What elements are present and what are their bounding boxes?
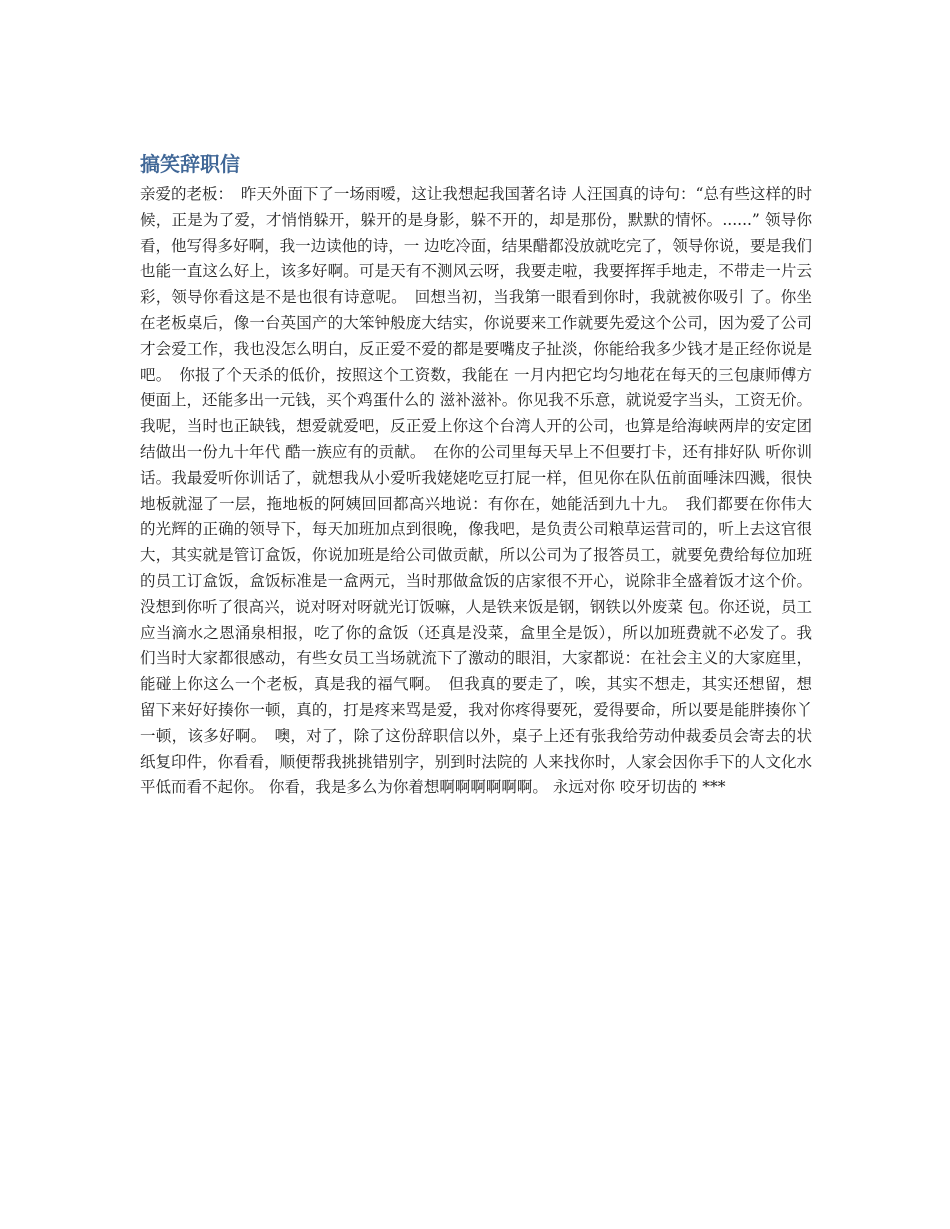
document-body-paragraph: 亲爱的老板： 昨天外面下了一场雨嗳，这让我想起我国著名诗 人汪国真的诗句：“总有些这样的时候，正是为了爱，才悄悄躲开，躲开的是身影，躲不开的，却是那份，默默的情怀。......” 领导你看，他写得多好啊，我一边读他的诗，一 边吃冷面，结果醋都没放就吃完了，领导你说，要是我们也能一直这么好上，该多好啊。可是天有不测风云呀，我要走啦，我要挥挥手地走，不带走一片云彩，领导你看这是不是也很有诗意呢。 回想当初，当我第一眼看到你时，我就被你吸引 了。你坐在老板桌后，像一台英国产的大笨钟般庞大结实，你说要来工作就要先爱这个公司，因为爱了公司才会爱工作，我也没怎么明白，反正爱不爱的都是要嘴皮子扯淡，你能给我多少钱才是正经你说是吧。 你报了个天杀的低价，按照这个工资数，我能在 一月内把它均匀地花在每天的三包康师傅方便面上，还能多出一元钱，买个鸡蛋什么的 滋补滋补。你见我不乐意，就说爱字当头，工资无价。我呢，当时也正缺钱，想爱就爱吧，反正爱上你这个台湾人开的公司，也算是给海峡两岸的安定团结做出一份九十年代 酷一族应有的贡献。 在你的公司里每天早上不但要打卡，还有排好队 听你训话。我最爱听你训话了，就想我从小爱听我姥姥吃豆打屁一样，但见你在队伍前面唾沫四溅，很快地板就湿了一层，拖地板的阿姨回回都高兴地说：有你在，她能活到九十九。 我们都要在你伟大的光辉的正确的领导下，每天加班加点到很晚，像我吧，是负责公司粮草运营司的，听上去这官很大，其实就是管订盒饭，你说加班是给公司做贡献，所以公司为了报答员工，就要免费给每位加班的员工订盒饭，盒饭标准是一盒两元，当时那做盒饭的店家很不开心，说除非全盛着饭才这个价。没想到你听了很高兴，说对呀对呀就光订饭嘛，人是铁来饭是钢，钢铁以外废菜 包。你还说，员工应当滴水之恩涌泉相报，吃了你的盒饭（还真是没菜，盒里全是饭），所以加班费就不必发了。我们当时大家都很感动，有些女员工当场就流下了激动的眼泪，大家都说：在社会主义的大家庭里，能碰上你这么一个老板，真是我的福气啊。 但我真的要走了，唉，其实不想走，其实还想留，想留下来好好揍你一顿，真的，打是疼来骂是爱，我对你疼得要死，爱得要命，所以要是能胖揍你丫一顿，该多好啊。 噢，对了，除了这份辞职信以外，桌子上还有张我给劳动仲裁委员会寄去的状纸复印件，你看看，顺便帮我挑挑错别字，别到时法院的 人来找你时，人家会因你手下的人文化水平低而看不起你。 你看，我是多么为你着想啊啊啊啊啊啊。 永远对你 咬牙切齿的 *** [140,185,812,797]
document-title: 搞笑辞职信 [140,152,240,176]
